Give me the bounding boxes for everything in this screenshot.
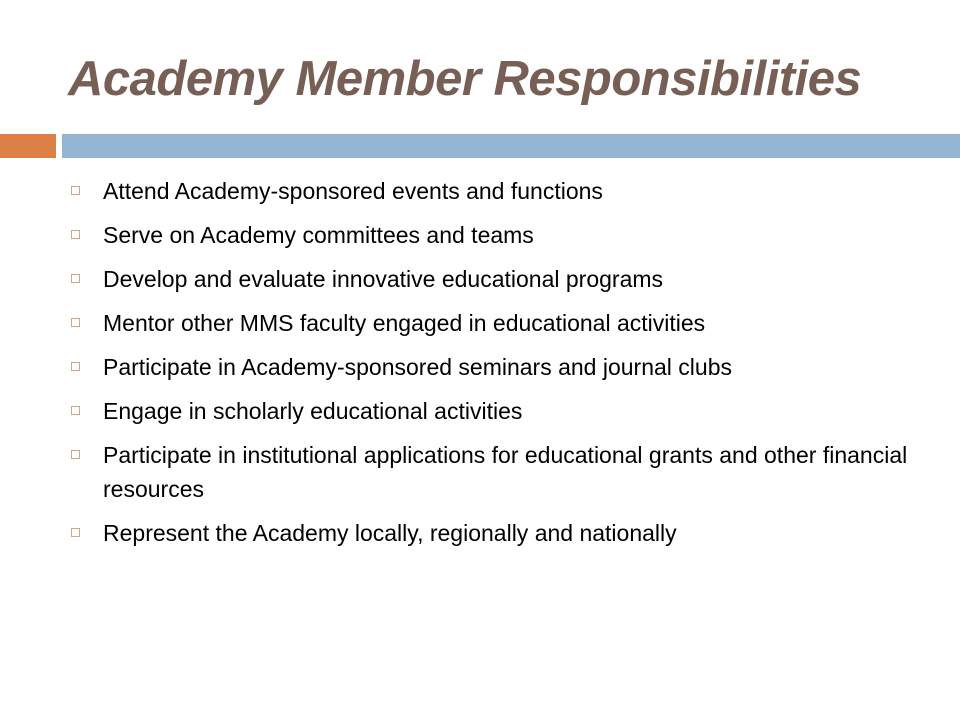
square-bullet-icon xyxy=(71,528,80,537)
bullet-item xyxy=(70,350,930,384)
square-bullet-icon xyxy=(71,230,80,239)
square-bullet-icon xyxy=(71,362,80,371)
square-bullet-icon xyxy=(71,318,80,327)
bullet-item xyxy=(70,394,930,428)
accent-bar-blue xyxy=(62,134,960,158)
bullet-item xyxy=(70,516,930,550)
square-bullet-icon xyxy=(71,186,80,195)
bullet-text: Engage in scholarly educational activities xyxy=(103,398,523,424)
bullet-item xyxy=(70,174,930,208)
bullet-item xyxy=(70,438,930,506)
bullet-text: Participate in institutional applications for educational grants and other financial resources xyxy=(103,442,908,502)
slide-title: Academy Member Responsibilities xyxy=(68,52,862,106)
bullet-list xyxy=(70,174,930,560)
bullet-item xyxy=(70,306,930,340)
bullet-text: Represent the Academy locally, regionally and nationally xyxy=(103,520,677,546)
bullet-item xyxy=(70,218,930,252)
accent-bar-orange xyxy=(0,134,56,158)
square-bullet-icon xyxy=(71,406,80,415)
bullet-text: Develop and evaluate innovative educational programs xyxy=(103,266,664,292)
bullet-item xyxy=(70,262,930,296)
square-bullet-icon xyxy=(71,450,80,459)
bullet-text: Participate in Academy-sponsored seminars and journal clubs xyxy=(103,354,732,380)
bullet-text: Serve on Academy committees and teams xyxy=(103,222,534,248)
square-bullet-icon xyxy=(71,274,80,283)
bullet-text: Mentor other MMS faculty engaged in educational activities xyxy=(103,310,706,336)
bullet-text: Attend Academy-sponsored events and functions xyxy=(103,178,603,204)
